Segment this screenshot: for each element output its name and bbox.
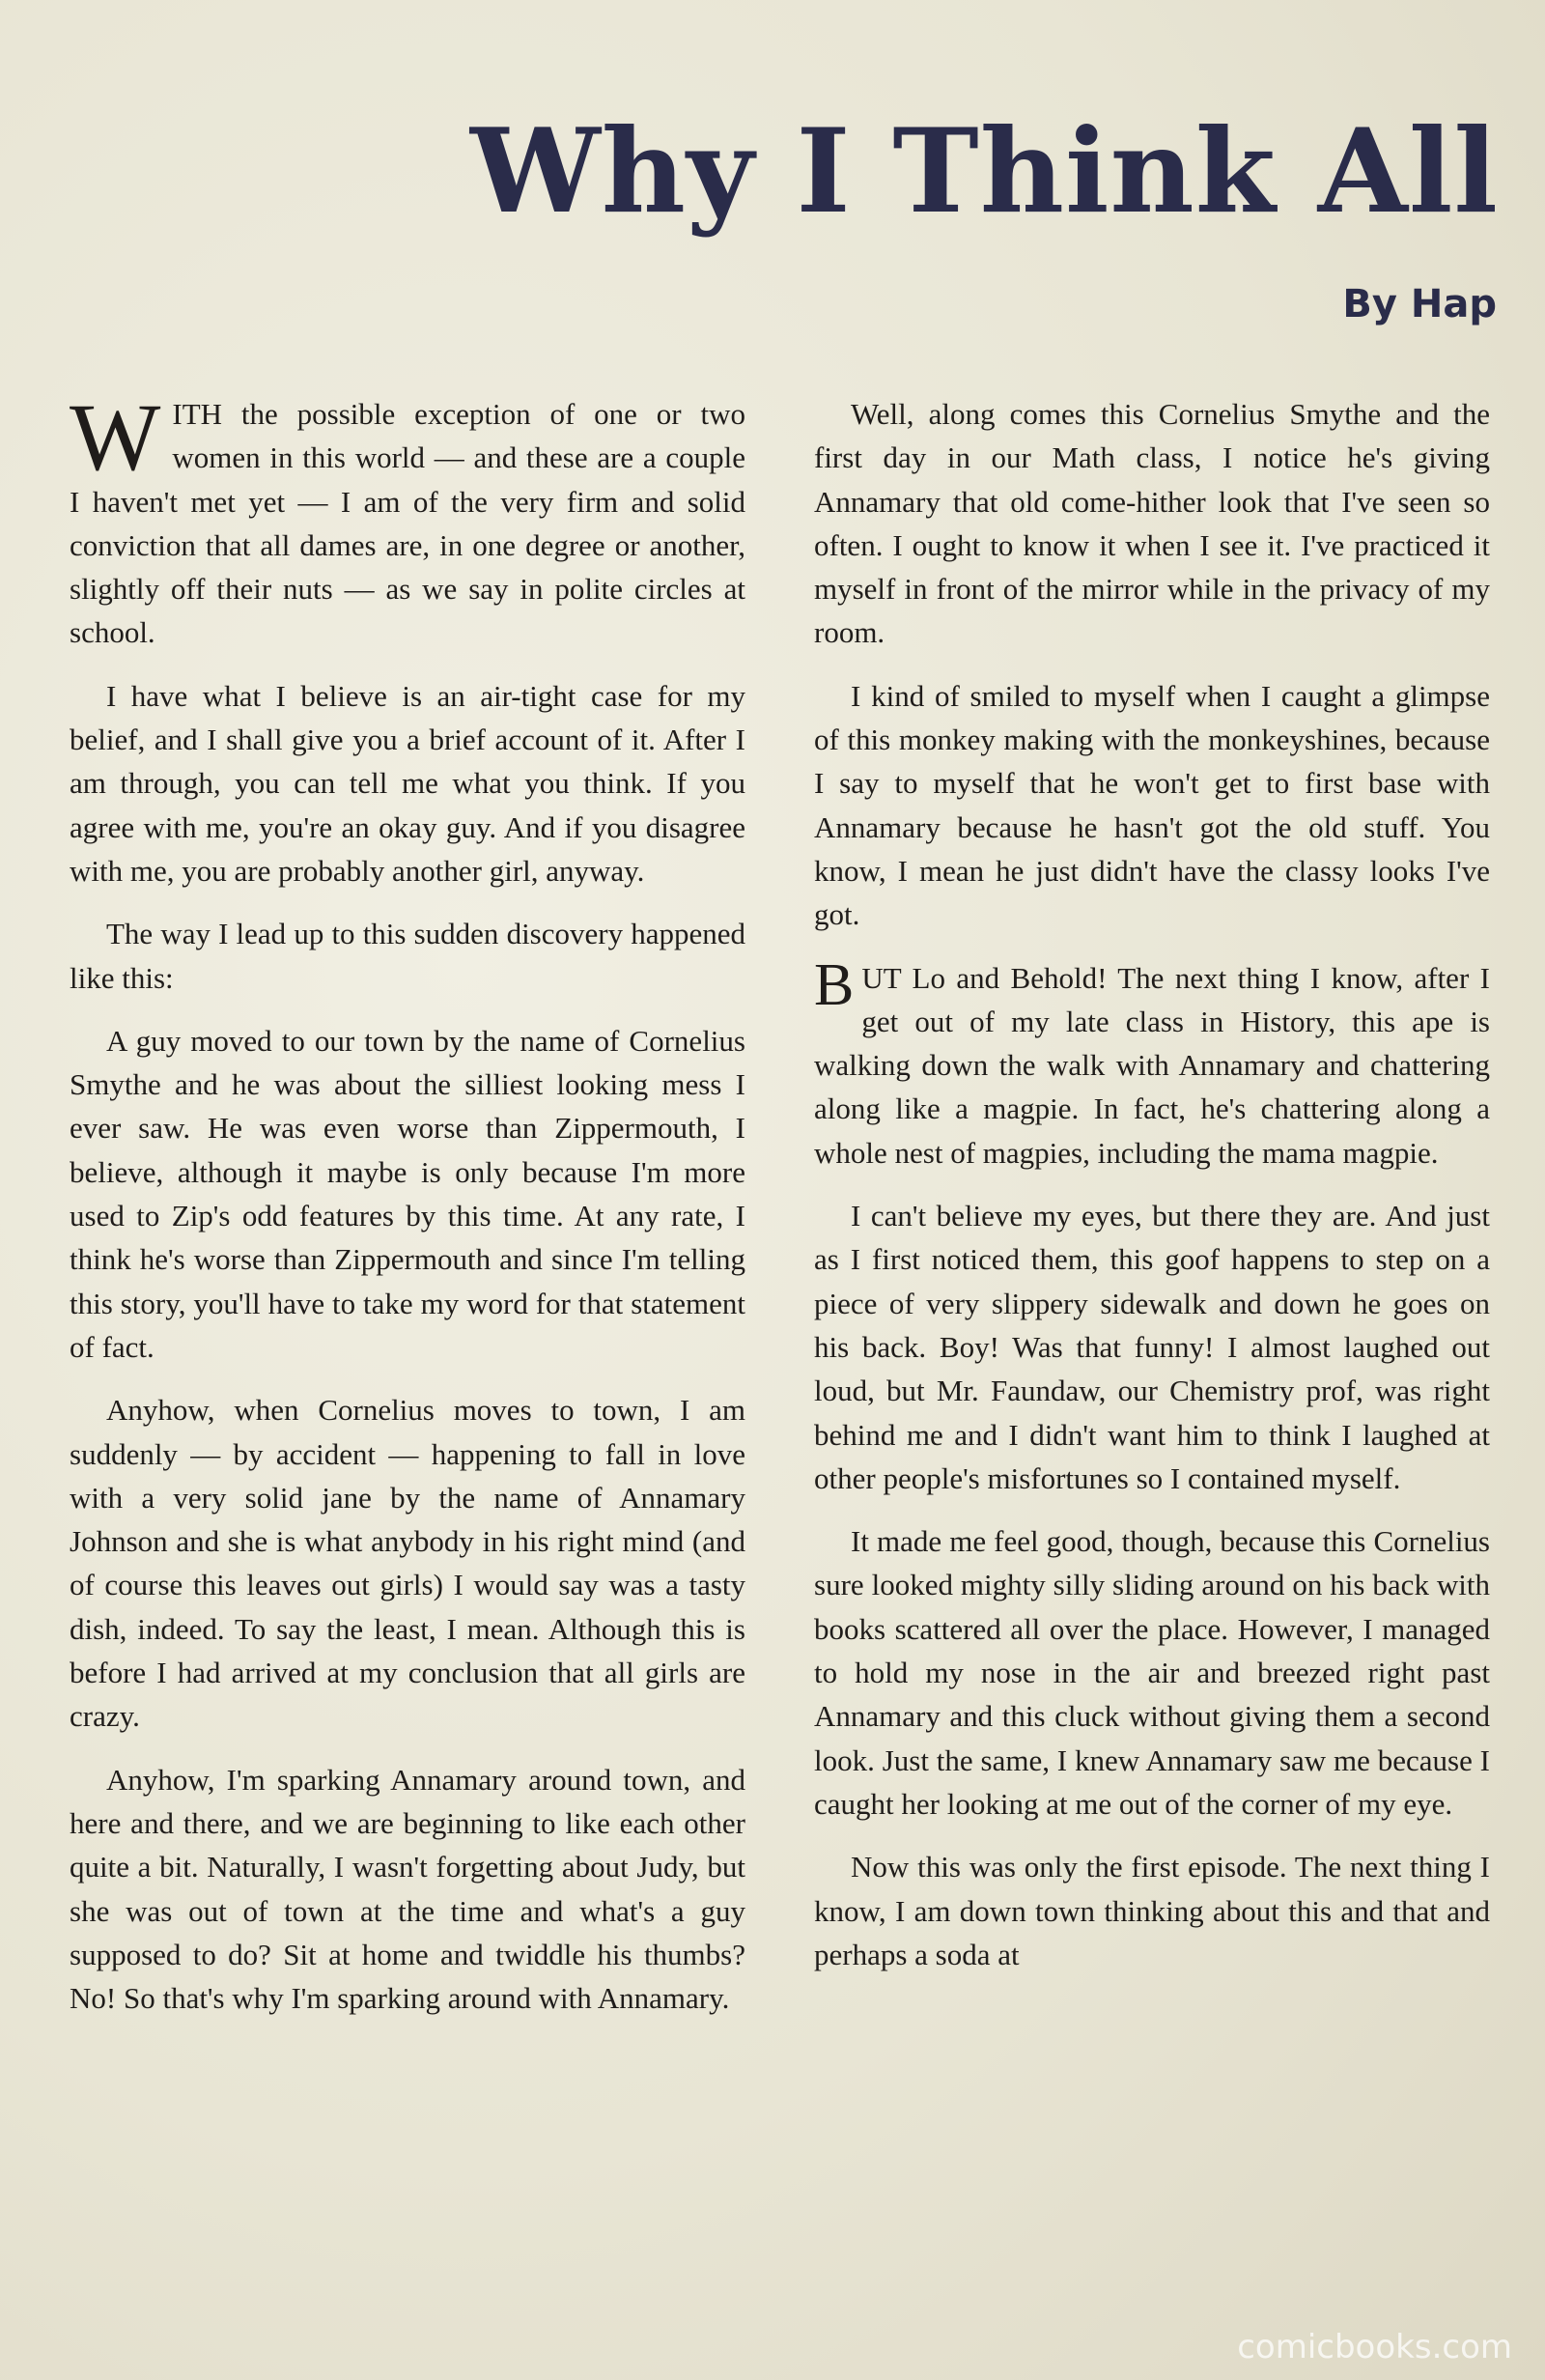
drop-cap: B bbox=[814, 951, 855, 1018]
paragraph: Now this was only the first episode. The next thing I know, I am down town thinking about this and that and perhaps a soda at bbox=[814, 1850, 1490, 1971]
paragraph bbox=[814, 951, 1490, 1175]
drop-cap: W bbox=[70, 383, 161, 491]
article-title: Why I Think All bbox=[470, 103, 1499, 240]
paragraph: Anyhow, when Cornelius moves to town, I am suddenly — by accident — happening to fall in love with a very solid jane by the name of Annamary Johnson and she is what anybody in his right mind (and of course this leaves out girls) I would say was a tasty dish, indeed. To say the least, I mean. Although this is before I had arrived at my conclusion that all girls are crazy. bbox=[70, 1393, 745, 1734]
paragraph: Anyhow, I'm sparking Annamary around town, and here and there, and we are beginning to like each other quite a bit. Naturally, I wasn't forgetting about Judy, but she was out of town at the time and what's a guy supposed to do? Sit at home and twiddle his thumbs? No! So that's why I'm sparking around with Annamary. bbox=[70, 1762, 745, 2016]
paragraph: A guy moved to our town by the name of Cornelius Smythe and he was about the silliest looking mess I ever saw. He was even worse than Zippermouth, I believe, although it maybe is only because I'm more used to Zip's odd features by this time. At any rate, I think he's worse than Zippermouth and since I'm telling this story, you'll have to take my word for that statement of fact. bbox=[70, 1023, 745, 1364]
paragraph: Well, along comes this Cornelius Smythe and the first day in our Math class, I notice he's giving Annamary that old come-hither look that I've seen so often. I ought to know it when I see it. I've practiced it myself in front of the mirror while in the privacy of my room. bbox=[814, 397, 1490, 650]
paragraph-text: ITH the possible exception of one or two women in this world — and these are a couple I haven't met yet — I am of the very firm and solid conviction that all dames are, in one degree or another, slightly off their nuts — as we say in polite circles at school. bbox=[70, 397, 745, 650]
paragraph: I can't believe my eyes, but there they are. And just as I first noticed them, this goof happens to step on a piece of very slippery sidewalk and down he goes on his back. Boy! Was that funny! I almost laughed out loud, but Mr. Faundaw, our Chemistry prof, was right behind me and I didn't want him to think I laughed at other people's misfortunes so I contained myself. bbox=[814, 1199, 1490, 1495]
paragraph bbox=[70, 383, 745, 655]
left-column bbox=[70, 383, 745, 2039]
paragraph-text: UT Lo and Behold! The next thing I know, after I get out of my late class in History, this ape is walking down the walk with Annamary and chattering along like a magpie. In fact, he's chattering along a whole nest of magpies, including the mama magpie. bbox=[814, 960, 1490, 1170]
paragraph: I have what I believe is an air-tight case for my belief, and I shall give you a brief account of it. After I am through, you can tell me what you think. If you agree with me, you're an okay guy. And if you disagree with me, you are probably another girl, anyway. bbox=[70, 678, 745, 888]
paragraph: I kind of smiled to myself when I caught a glimpse of this monkey making with the monkeyshines, because I say to myself that he won't get to first base with Annamary because he hasn't got the old stuff. You know, I mean he just didn't have the classy looks I've got. bbox=[814, 678, 1490, 932]
site-watermark: comicbooks.com bbox=[1237, 2328, 1512, 2366]
paragraph: The way I lead up to this sudden discovery happened like this: bbox=[70, 917, 745, 995]
right-column bbox=[814, 392, 1490, 1996]
article-byline: By Hap bbox=[1342, 282, 1497, 326]
paragraph: It made me feel good, though, because this Cornelius sure looked mighty silly sliding around on his back with books scattered all over the place. However, I managed to hold my nose in the air and breezed right past Annamary and this cluck without giving them a second look. Just the same, I knew Annamary saw me because I caught her looking at me out of the corner of my eye. bbox=[814, 1524, 1490, 1821]
